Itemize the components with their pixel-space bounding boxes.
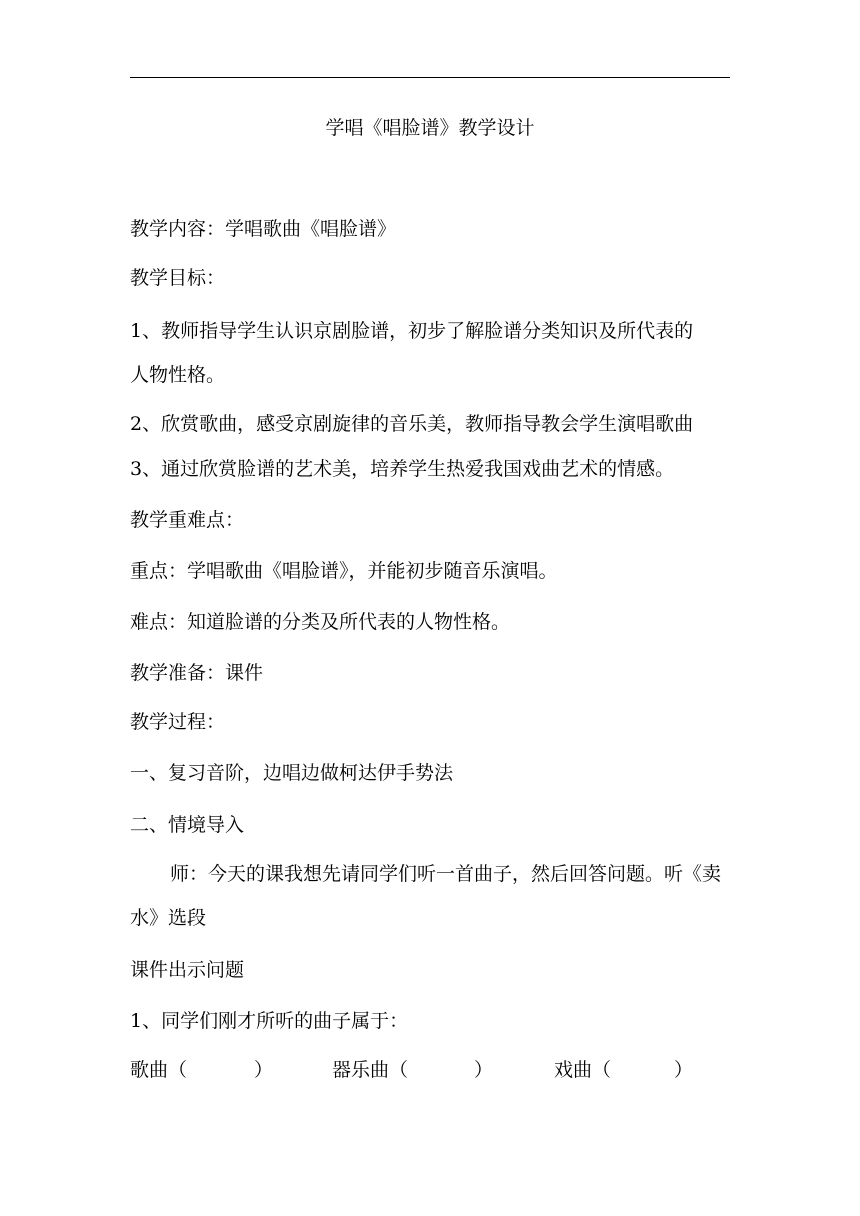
- choice-song: 歌曲（: [130, 1059, 188, 1081]
- question-1: 1、同学们刚才所听的曲子属于：: [130, 1010, 409, 1032]
- goal-1: 1、教师指导学生认识京剧脸谱，初步了解脸谱分类知识及所代表的: [130, 320, 694, 342]
- header-rule: [130, 77, 730, 78]
- courseware-question: 课件出示问题: [130, 959, 245, 981]
- goal-2: 2、欣赏歌曲，感受京剧旋律的音乐美，教师指导教会学生演唱歌曲: [130, 413, 694, 435]
- teaching-process-heading: 教学过程：: [130, 711, 226, 733]
- step-2: 二、情境导入: [130, 814, 245, 836]
- choice-opera: 戏曲（: [554, 1059, 612, 1081]
- key-point: 重点：学唱歌曲《唱脸谱》，并能初步随音乐演唱。: [130, 560, 558, 582]
- teaching-goals-heading: 教学目标：: [130, 267, 226, 289]
- key-difficult-heading: 教学重难点：: [130, 509, 245, 531]
- teaching-preparation: 教学准备：课件: [130, 662, 264, 684]
- goal-1-continued: 人物性格。: [130, 364, 226, 386]
- document-title: 学唱《唱脸谱》教学设计: [325, 117, 535, 139]
- goal-3: 3、通过欣赏脸谱的艺术美，培养学生热爱我国戏曲艺术的情感。: [130, 458, 675, 480]
- step-1: 一、复习音阶，边唱边做柯达伊手势法: [130, 762, 454, 784]
- teacher-speech: 师：今天的课我想先请同学们听一首曲子，然后回答问题。听《卖: [170, 863, 722, 885]
- choice-instrumental: 器乐曲（: [332, 1059, 409, 1081]
- difficult-point: 难点：知道脸谱的分类及所代表的人物性格。: [130, 611, 511, 633]
- teaching-content: 教学内容：学唱歌曲《唱脸谱》: [130, 218, 397, 240]
- choice-instrumental-close: ）: [474, 1059, 494, 1081]
- choice-opera-close: ）: [674, 1059, 694, 1081]
- choice-song-close: ）: [254, 1059, 274, 1081]
- teacher-speech-continued: 水》选段: [130, 907, 207, 929]
